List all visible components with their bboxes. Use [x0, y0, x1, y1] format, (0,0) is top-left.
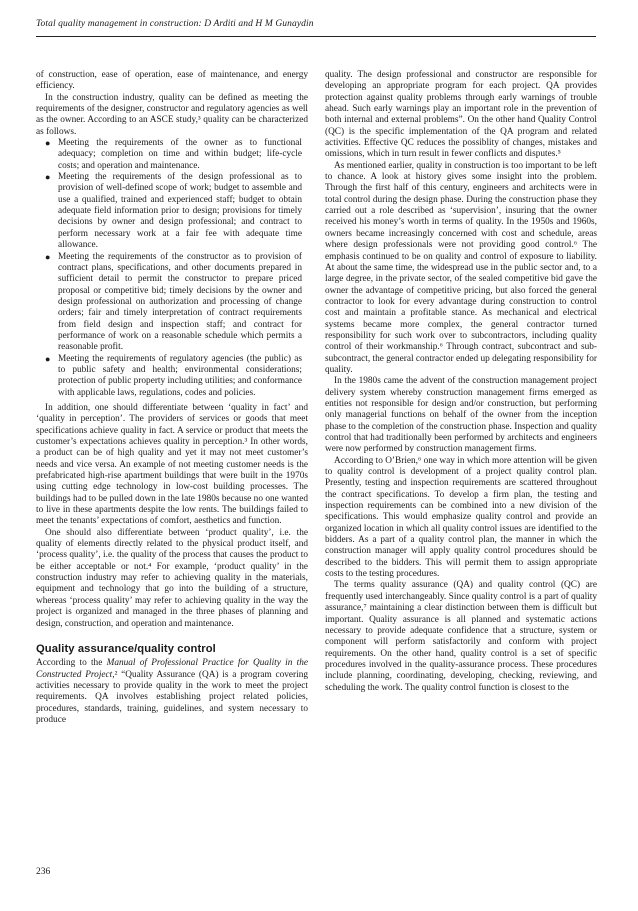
list-item: [36, 354, 308, 399]
running-header: Total quality management in construction: D Arditi and H M Gunaydin: [36, 19, 314, 29]
paragraph: [36, 658, 308, 726]
section-heading: Quality assurance/quality control: [36, 642, 216, 655]
requirements-list: [36, 138, 308, 399]
list-item-text: Meeting the requirements of the constructor as to provision of contract plans, specifications, and other documents prepared in sufficient detail to permit the constructor to prepare priced proposal or competitive bid; timely decisions by the owner and design professional on authorization and processing of change orders; fair and timely interpretation of contract requirements from field design and inspection staff; and contract for performance of work on a reasonable schedule which permits a reasonable profit.: [58, 251, 302, 353]
bullet-icon: ●: [45, 251, 51, 262]
paragraph: In the construction industry, quality can be defined as meeting the requirements of the designer, constructor and regulatory agencies as well as the owner. According to an ASCE study,³ quality can be characterized as follows.: [36, 92, 308, 137]
bullet-icon: ●: [45, 138, 51, 149]
right-column: [325, 70, 597, 694]
paragraph: In addition, one should differentiate between ‘quality in fact’ and ‘quality in perception’. The providers of services or goods that meet specifications achieve quality in fact. A service or product that meets the customer’s expectations achieves quality in perception.³ In other words, a product can be of high quality and yet it may not meet customer’s needs and vice versa. An example of not meeting customer needs is the prefabricated high-rise apartment buildings that were built in the 1970s using cutting edge technology in low-cost building processes. The buildings had to be pulled down in the late 1980s because no one wanted to live in these apartments despite the low rents. The buildings failed to meet the tenants’ expectations of comfort, aesthetics and function.: [36, 402, 308, 527]
paragraph-text: ,² “Quality Assurance (QA) is a program covering activities necessary to provide quality in the work to meet the project requirements. QA involves establishing project related policies, procedures, standards, training, guidelines, and system necessary to produce: [36, 669, 308, 725]
list-item: [36, 172, 308, 251]
paragraph: In the 1980s came the advent of the construction management project delivery system whereby construction management firms emerged as entities not responsible for design and/or construction, but performing only managerial functions on behalf of the owner from the inception phase to the completion of the construction phase. Inspection and quality control that had traditionally been performed by architects and engineers were now performed by construction management firms.: [325, 376, 597, 455]
list-item-text: Meeting the requirements of the owner as to functional adequacy; completion on time and within budget; life-cycle costs; and operation and maintenance.: [58, 138, 302, 171]
header-rule: [36, 36, 596, 37]
list-item-text: Meeting the requirements of the design professional as to provision of well-defined scope of work; budget to assemble and use a qualified, trained and experienced staff; budget to obtain adequate field information prior to design; provisions for timely decisions by owner and design professional; and contract to perform necessary work at a fair fee with adequate time allowance.: [58, 172, 302, 251]
paragraph: As mentioned earlier, quality in construction is too important to be left to chance. A look at history gives some insight into the problem. Through the first half of this century, engineers and architects were in total control during the design phase. During the construction phase they carried out a role described as ‘supervision’, insuring that the owner received his money’s worth in terms of quality. In the 1950s and 1960s, owners became increasingly concerned with cost and schedule, areas where design professionals were not providing good control.⁶ The emphasis continued to be on quality and control of exposure to liability. At about the same time, the widespread use in the public sector and, to a large degree, in the private sector, of the sealed competitive bid gave the owner the advantage of competitive pricing, but also forced the general contractor to look for every advantage during construction to control cost and maintain a profitable stance. As mechanical and electrical systems became more complex, the general contractor turned responsibility for such work over to subcontractors, including quality control of their workmanship.⁶ Through contract, subcontract and sub-subcontract, the general contractor ended up delegating responsibility for quality.: [325, 160, 597, 375]
paragraph: The terms quality assurance (QA) and quality control (QC) are frequently used interchangeably. Since quality control is a part of quality assurance,⁷ maintaining a clear distinction between them is difficult but important. Quality assurance is all planned and systematic actions necessary to provide adequate confidence that a structure, system or component will perform satisfactorily and conform with project requirements. On the other hand, quality control is a set of specific procedures involved in the quality-assurance process. These procedures include planning, coordinating, developing, checking, reviewing, and scheduling the work. The quality control function is closest to the: [325, 580, 597, 693]
list-item-text: Meeting the requirements of regulatory agencies (the public) as to public safety and health; environmental considerations; protection of public property including utilities; and conformance with applicable laws, regulations, codes and policies.: [58, 353, 302, 398]
left-column: [36, 70, 308, 726]
page-number: 236: [36, 867, 51, 877]
paragraph: of construction, ease of operation, ease of maintenance, and energy efficiency.: [36, 70, 308, 92]
paragraph: quality. The design professional and constructor are responsible for developing an appropriate program for each project. QA provides protection against quality problems through early warnings of trouble ahead. Such early warnings play an important role in the prevention of both internal and external problems”. On the other hand Quality Control (QC) is the specific implementation of the QA program and related activities. Effective QC reduces the possiblity of changes, mistakes and omissions, which in turn result in fewer conflicts and disputes.⁵: [325, 70, 597, 160]
bullet-icon: ●: [45, 172, 51, 183]
list-item: [36, 252, 308, 354]
paragraph-text: According to the: [36, 658, 107, 669]
bullet-icon: ●: [45, 353, 51, 364]
cited-title: Manual of Professional Practice for Quality in the Constructed Project: [36, 658, 308, 680]
paragraph: One should also differentiate between ‘product quality’, i.e. the quality of elements directly related to the physical product itself, and ‘process quality’, i.e. the quality of the process that causes the product to be either acceptable or not.⁴ For example, ‘product quality’ in the construction industry may refer to achieving quality in the materials, equipment and technology that go into the building of a structure, whereas ‘process quality’ may refer to achieving quality in the way the project is organized and managed in the three phases of planning and design, construction, and operation and maintenance.: [36, 527, 308, 629]
paragraph: According to O’Brien,⁶ one way in which more attention will be given to quality control is development of a project quality control plan. Presently, testing and inspection requirements are scattered throughout the contract specifications. To develop a firm plan, the testing and inspection requirements can be combined into a new division of the specifications. This would emphasize quality control and provide an organized location in which all quality control issues are identified to the bidders. As a part of a quality control plan, the manner in which the construction manager will apply quality control procedures should be described to the bidders. This will permit them to assign appropriate costs to the testing procedures.: [325, 455, 597, 580]
list-item: [36, 138, 308, 172]
